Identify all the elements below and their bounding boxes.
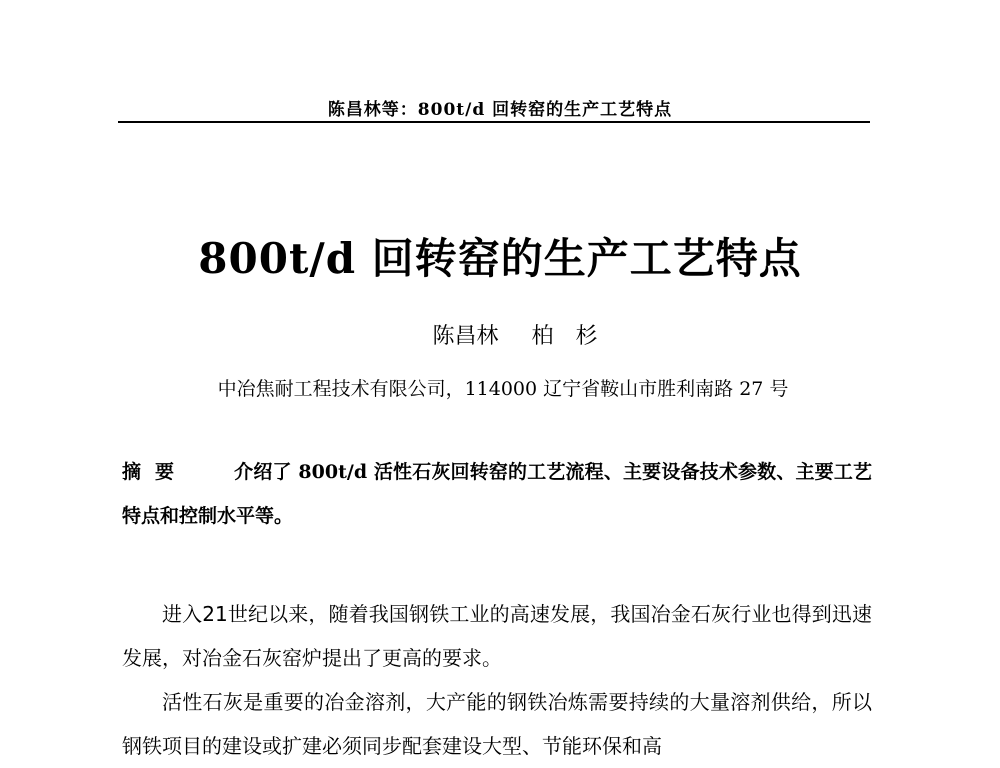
author-name: 柏 杉 — [531, 324, 598, 349]
article-title: 800t/d 回转窑的生产工艺特点 — [198, 234, 802, 283]
body-text — [122, 592, 872, 768]
body-paragraph: 进入21世纪以来，随着我国钢铁工业的高速发展，我国冶金石灰行业也得到迅速发展，对冶金石灰窑炉提出了更高的要求。 — [122, 602, 872, 670]
body-paragraph: 活性石灰是重要的冶金溶剂，大产能的钢铁冶炼需要持续的大量溶剂供给，所以钢铁项目的建设或扩建必须同步配套建设大型、节能环保和高 — [122, 690, 872, 758]
abstract-label: 摘要 — [122, 461, 189, 483]
abstract-text: 介绍了 800t/d 活性石灰回转窑的工艺流程、主要设备技术参数、主要工艺特点和控制水平等。 — [122, 461, 872, 527]
header-divider — [118, 121, 870, 123]
author-name: 陈昌林 — [432, 324, 499, 349]
author-list — [0, 322, 1000, 352]
running-header: 陈昌林等：800t/d 回转窑的生产工艺特点 — [327, 100, 673, 120]
author-affiliation: 中冶焦耐工程技术有限公司，114000 辽宁省鞍山市胜利南路 27 号 — [217, 378, 789, 400]
abstract — [122, 450, 872, 538]
